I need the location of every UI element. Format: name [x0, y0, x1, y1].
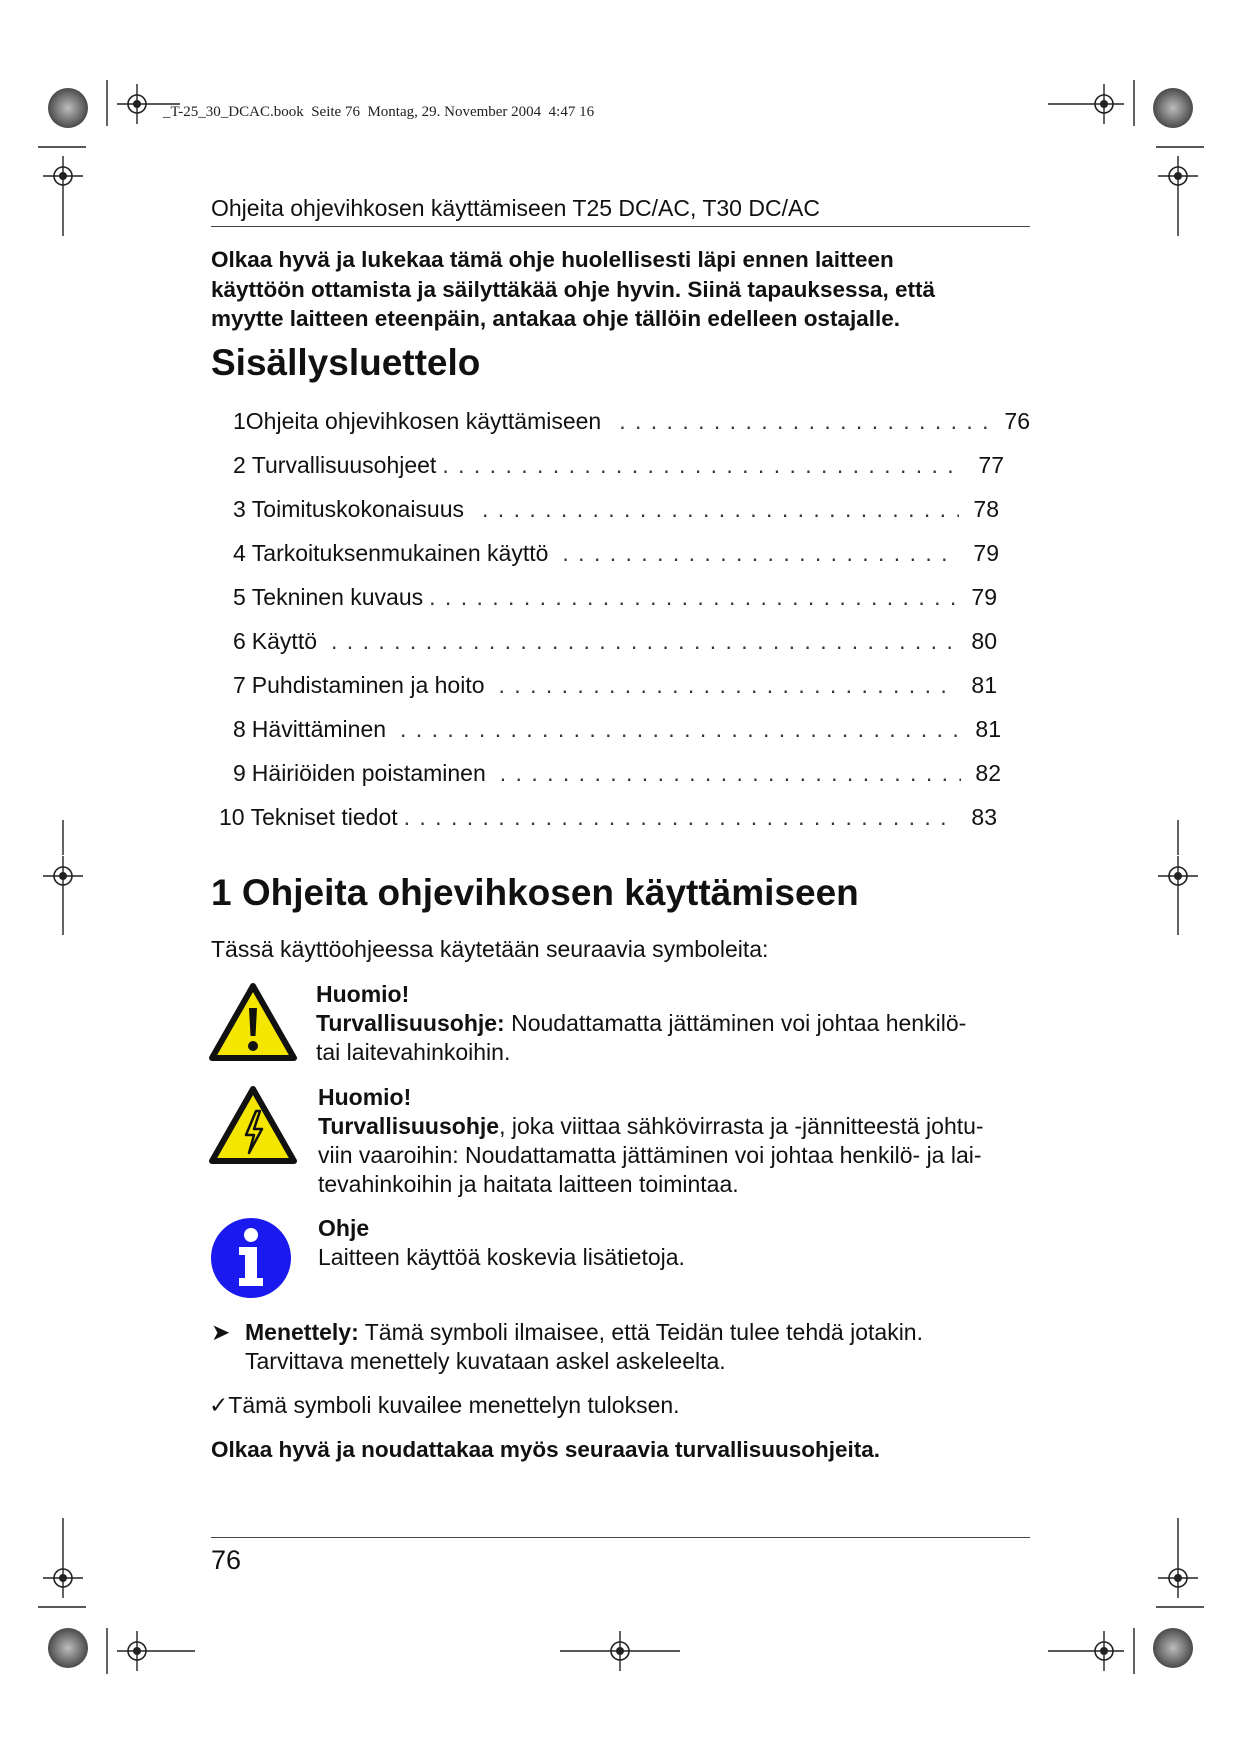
toc-leader-dots [404, 804, 958, 831]
toc-entry[interactable] [233, 540, 999, 570]
procedure-text-cont: Tarvittava menettely kuvataan askel askeleelta. [245, 1348, 726, 1374]
toc-entry-title: Puhdistaminen ja hoito [251, 672, 485, 698]
toc-entry[interactable] [233, 452, 1004, 482]
warning-label: Turvallisuusohje: [316, 1010, 505, 1036]
toc-leader-dots [482, 496, 959, 523]
toc-entry-title: Ohjeita ohjevihkosen käyttämiseen [245, 408, 602, 434]
toc-entry-page: 78 [973, 496, 999, 522]
toc-entry-page: 83 [971, 804, 997, 830]
toc-entry[interactable] [233, 584, 997, 614]
toc-entry-title: Häiriöiden poistaminen [251, 760, 486, 786]
toc-entry[interactable] [233, 628, 997, 658]
toc-entry-page: 76 [1004, 408, 1030, 434]
toc-entry-title: Turvallisuusohjeet [251, 452, 437, 478]
toc-entry-number: 9 [233, 760, 246, 786]
header-divider [211, 226, 1030, 227]
toc-entry-title: Tarkoituksenmukainen käyttö [251, 540, 549, 566]
warning-title: Huomio! [316, 981, 410, 1007]
checkmark-icon: ✓ [209, 1392, 229, 1418]
toc-entry-page: 81 [971, 672, 997, 698]
toc-leader-dots [442, 452, 964, 479]
section-intro: Tässä käyttöohjeessa käytetään seuraavia symboleita: [211, 936, 769, 962]
toc-leader-dots [499, 672, 958, 699]
electric-label: Turvallisuusohje [318, 1113, 500, 1139]
electric-title: Huomio! [318, 1084, 412, 1110]
toc-entry-title: Tekniset tiedot [250, 804, 398, 830]
warning-icon [209, 982, 297, 1062]
electric-note [318, 1083, 984, 1199]
warning-text: Noudattamatta jättäminen voi johtaa henkilö- [504, 1010, 967, 1036]
page-number: 76 [211, 1545, 242, 1575]
toc-entry[interactable] [233, 408, 1030, 438]
toc-entry-page: 81 [975, 716, 1001, 742]
toc-entry-number: 6 [233, 628, 246, 654]
result-note [209, 1391, 680, 1420]
electric-text-cont: tevahinkoihin ja haitata laitteen toimintaa. [318, 1171, 739, 1197]
toc-entry-number: 3 [233, 496, 246, 522]
electric-text-cont: viin vaaroihin: Noudattamatta jättäminen voi johtaa henkilö- ja lai- [318, 1142, 982, 1168]
procedure-text: Tämä symboli ilmaisee, että Teidän tulee tehdä jotakin. [358, 1319, 923, 1345]
toc-entry-title: Tekninen kuvaus [251, 584, 424, 610]
toc-leader-dots [429, 584, 957, 611]
electric-hazard-icon [209, 1085, 297, 1165]
procedure-label: Menettely: [245, 1319, 359, 1345]
intro-line: myytte laitteen eteenpäin, antakaa ohje tällöin edelleen ostajalle. [211, 306, 900, 331]
result-text: Tämä symboli kuvailee menettelyn tuloksen. [228, 1392, 680, 1418]
closing-note: Olkaa hyvä ja noudattakaa myös seuraavia turvallisuusohjeita. [211, 1437, 881, 1462]
electric-text: , joka viittaa sähkövirrasta ja -jännitteestä johtu- [499, 1113, 984, 1139]
intro-line: Olkaa hyvä ja lukekaa tämä ohje huolellisesti läpi ennen laitteen [211, 247, 894, 272]
procedure-note [211, 1318, 923, 1376]
toc-leader-dots [562, 540, 959, 567]
toc-entry-page: 77 [978, 452, 1004, 478]
page-header-title: Ohjeita ohjevihkosen käyttämiseen T25 DC/AC, T30 DC/AC [211, 195, 820, 221]
intro-line: käyttöön ottamista ja säilyttäkää ohje hyvin. Siinä tapauksessa, että [211, 276, 936, 302]
toc-leader-dots [619, 408, 990, 435]
toc-entry-title: Hävittäminen [251, 716, 387, 742]
warning-note [316, 980, 966, 1067]
footer-divider [211, 1537, 1030, 1538]
toc-entry-number: 2 [233, 452, 246, 478]
toc-entry-page: 79 [971, 584, 997, 610]
book-label: _T-25_30_DCAC.book Seite 76 Montag, 29. November 2004 4:47 16 [163, 104, 595, 120]
toc-entry-page: 79 [973, 540, 999, 566]
intro-paragraph [211, 245, 1031, 334]
toc-entry-page: 82 [975, 760, 1001, 786]
toc-entry-number: 8 [233, 716, 246, 742]
toc-heading: Sisällysluettelo [211, 342, 481, 383]
toc-entry-title: Toimituskokonaisuus [251, 496, 465, 522]
color-disc-icon [48, 1628, 88, 1668]
color-disc-icon [1153, 1628, 1193, 1668]
toc-entry-page: 80 [971, 628, 997, 654]
toc-entry-number: 1 [233, 408, 246, 434]
toc-entry-number: 5 [233, 584, 246, 610]
color-disc-icon [48, 88, 88, 128]
toc-leader-dots [331, 628, 957, 655]
info-icon [209, 1216, 293, 1300]
toc-entry[interactable] [233, 672, 997, 702]
info-title: Ohje [318, 1215, 370, 1241]
toc-leader-dots [400, 716, 961, 743]
toc-entry-number: 7 [233, 672, 246, 698]
toc-leader-dots [500, 760, 962, 787]
toc-entry[interactable] [233, 496, 999, 526]
toc-entry[interactable] [233, 760, 1001, 790]
info-note [318, 1214, 685, 1272]
warning-text-cont: tai laitevahinkoihin. [316, 1039, 511, 1065]
toc-entry[interactable] [233, 716, 1001, 746]
toc-entry-title: Käyttö [251, 628, 318, 654]
info-text: Laitteen käyttöä koskevia lisätietoja. [318, 1244, 685, 1270]
section-heading: 1 Ohjeita ohjevihkosen käyttämiseen [211, 872, 859, 913]
arrow-icon: ➤ [211, 1319, 231, 1345]
toc-entry[interactable] [219, 804, 997, 834]
toc-entry-number: 4 [233, 540, 246, 566]
color-disc-icon [1153, 88, 1193, 128]
toc-entry-number: 10 [219, 804, 245, 830]
